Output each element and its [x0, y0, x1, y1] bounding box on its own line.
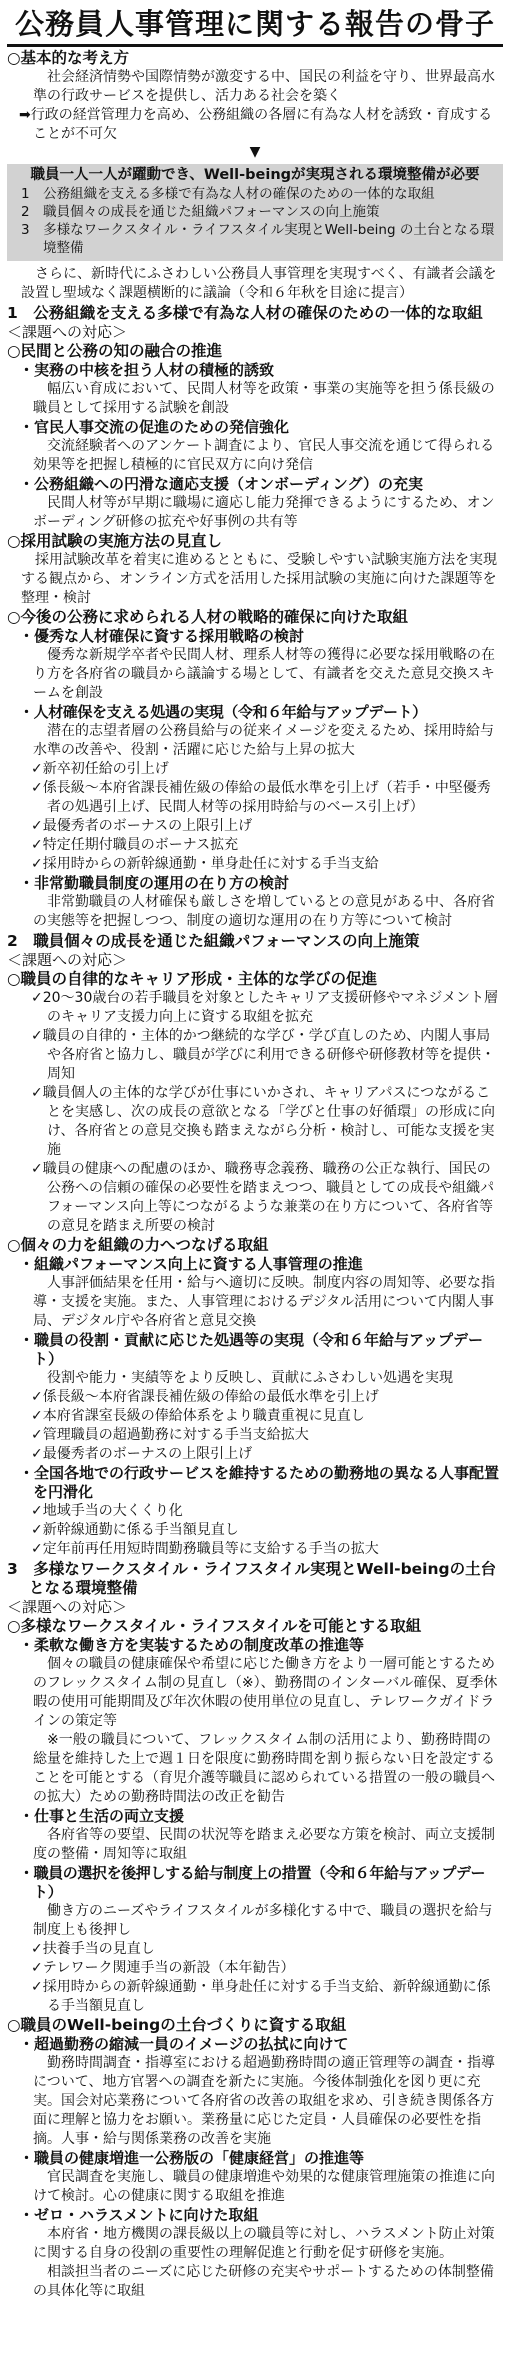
section-1-heading: 1 公務組織を支える多様で有為な人材の確保のための一体的な取組 [7, 304, 483, 322]
check-item: ✓職員個人の主体的な学びが仕事にいかされ、キャリアパスにつながることを実感し、次の成長の意欲となる「学びと仕事の好循環」の形成に向け、各府省との意見交換も踏まえながら分析・検討し、可能な支援を実施 [31, 1085, 495, 1158]
check-item: ✓テレワーク関連手当の新設（本年勧告） [31, 1960, 295, 1976]
check-item: ✓地域手当の大くくり化 [31, 1503, 183, 1519]
note-paragraph: ※一般の職員について、フレックスタイム制の活用により、勤務時間の総量を維持した上で週１日を限度に勤務時間を割り振らない日を設定することを可能とする（育児介護等職員に認められている措置の一般の職員への拡大）ための勤務時間法の改正を勧告 [33, 1732, 495, 1805]
paragraph: 非常勤職員の人材確保も厳しさを増しているとの意見がある中、各府省の実態等を把握しつつ、制度の適切な運用の在り方等について検討 [33, 894, 495, 929]
paragraph: 働き方のニーズやライフスタイルが多様化する中で、職員の選択を給与制度上も後押し [33, 1903, 493, 1938]
check-item: ✓採用時からの新幹線通勤・単身赴任に対する手当支給 [31, 856, 379, 872]
intro-paragraph: さらに、新時代にふさわしい公務員人事管理を実現すべく、有識者会議を設置し聖域なく課題横断的に議論（令和６年秋を目途に提言） [21, 266, 497, 301]
paragraph: 相談担当者のニーズに応じた研修の充実やサポートするための体制整備の具体化等に取組 [33, 2264, 494, 2299]
group-heading: ○多様なワークスタイル・ライフスタイルを可能とする取組 [7, 1617, 422, 1635]
check-item: ✓職員の健康への配慮のほか、職務専念義務、職務の公正な執行、国民の公務への信頼の確保の必要性を踏まえつつ、職員としての成長や組織パフォーマンス向上等につながるような兼業の在り方について、各府省等の意見を踏まえ所要の検討 [31, 1161, 495, 1234]
subheading: ・公務組織への円滑な適応支援（オンボーディング）の充実 [19, 475, 423, 493]
group-heading: ○職員のWell-beingの土台づくりに資する取組 [7, 2016, 347, 2034]
subheading: ・実務の中核を担う人材の積極的誘致 [19, 361, 275, 379]
paragraph: 優秀な新規学卒者や民間人材、理系人材等の獲得に必要な採用戦略の在り方を各府省の職員から議論する場として、有識者を交えた意見交換スキームを創設 [33, 647, 495, 701]
paragraph: 各府省等の要望、民間の状況等を踏まえ必要な方策を検討、両立支援制度の整備・周知等に取組 [33, 1827, 495, 1862]
check-item: ✓職員の自律的・主体的かつ継続的な学び・学び直しのため、内閣人事局や各府省と協力し、職員が学びに利用できる研修や研修教材等を提供・周知 [31, 1028, 495, 1082]
basic-heading: ○基本的な考え方 [7, 49, 130, 67]
group-heading: ○今後の公務に求められる人材の戦略的確保に向けた取組 [7, 608, 409, 626]
summary-item: 3 多様なワークスタイル・ライフスタイル実現とWell-being の土台となる環境整備 [21, 222, 495, 256]
paragraph: 個々の職員の健康確保や希望に応じた働き方をより一層可能とするためのフレックスタイム制の見直し（※）、勤務間のインターバル確保、夏季休暇の使用可能期間及び年次休暇の使用単位の見直し、テレワークガイドラインの策定等 [33, 1656, 498, 1729]
paragraph: 役割や能力・実績等をより反映し、貢献にふさわしい処遇を実現 [47, 1370, 453, 1386]
summary-item: 1 公務組織を支える多様で有為な人材の確保のための一体的な取組 [21, 186, 435, 202]
section-1-context: ＜課題への対応＞ [7, 323, 128, 341]
check-item: ✓特定任期付職員のボーナス拡充 [31, 837, 239, 853]
group-heading: ○採用試験の実施方法の見直し [7, 532, 223, 550]
group-heading: ○職員の自律的なキャリア形成・主体的な学びの促進 [7, 970, 378, 988]
paragraph: 勤務時間調査・指導室における超過勤務時間の適正管理等の調査・指導について、地方官署への調査を新たに実施。今後体制強化を図り更に充実。国会対応業務について各府省の改善の取組を求め、引き続き関係各方面に理解と協力をお願い。業務量に応じた定員・人員確保の必要性を指摘。人事・給与関係業務の改善を実施 [33, 2055, 495, 2147]
page-title: 公務員人事管理に関する報告の骨子 [7, 0, 503, 47]
paragraph: 人事評価結果を任用・給与へ適切に反映。制度内容の周知等、必要な指導・支援を実施。また、人事管理におけるデジタル活用について内閣人事局、デジタル庁や各府省と意見交換 [33, 1275, 495, 1329]
group-heading: ○個々の力を組織の力へつなげる取組 [7, 1236, 269, 1254]
check-item: ✓管理職員の超過勤務に対する手当支給拡大 [31, 1427, 309, 1443]
summary-box [7, 164, 503, 261]
check-item: ✓係長級〜本府省課長補佐級の俸給の最低水準を引上げ [31, 1389, 379, 1405]
check-item: ✓係長級〜本府省課長補佐級の俸給の最低水準を引上げ（若手・中堅優秀者の処遇引上げ、民間人材等の採用時給与のベース引上げ） [31, 780, 491, 815]
paragraph: 採用試験改革を着実に進めるとともに、受験しやすい試験実施方法を実現する観点から、オンライン方式を活用した採用試験の実施に向けた課題等を整理・検討 [21, 552, 497, 606]
subheading: ・柔軟な働き方を実装するための制度改革の推進等 [19, 1636, 365, 1654]
summary-box-title: 職員一人一人が躍動でき、Well-beingが実現される環境整備が必要 [30, 167, 480, 183]
basic-conclusion: ➡行政の経営管理力を高め、公務組織の各層に有為な人材を誘致・育成することが不可欠 [19, 107, 493, 142]
down-triangle-icon: ▼ [249, 144, 261, 160]
section-3-heading: 3 多様なワークスタイル・ライフスタイル実現とWell-beingの土台となる環境整備 [7, 1560, 497, 1597]
check-item: ✓新卒初任給の引上げ [31, 761, 169, 777]
paragraph: 潜在的志望者層の公務員給与の従来イメージを変えるため、採用時給与水準の改善や、役割・活躍に応じた給与上昇の拡大 [33, 723, 495, 758]
check-item: ✓本府省課室長級の俸給体系をより職責重視に見直し [31, 1408, 365, 1424]
check-item: ✓扶養手当の見直し [31, 1941, 155, 1957]
subheading: ・全国各地での行政サービスを維持するための勤務地の異なる人事配置を円滑化 [19, 1464, 500, 1501]
section-2-heading: 2 職員個々の成長を通じた組織パフォーマンスの向上施策 [7, 932, 420, 950]
paragraph: 交流経験者へのアンケート調査により、官民人事交流を通じて得られる効果等を把握し積極的に官民双方に向け発信 [33, 438, 495, 473]
subheading: ・非常勤職員制度の運用の在り方の検討 [19, 874, 290, 892]
subheading: ・職員の選択を後押しする給与制度上の措置（令和６年給与アップデート） [19, 1864, 486, 1901]
group-heading: ○民間と公務の知の融合の推進 [7, 342, 223, 360]
check-item: ✓最優秀者のボーナスの上限引上げ [31, 1446, 253, 1462]
subheading: ・組織パフォーマンス向上に資する人事管理の推進 [19, 1255, 363, 1273]
subheading: ・ゼロ・ハラスメントに向けた取組 [19, 2206, 259, 2224]
check-item: ✓20〜30歳台の若手職員を対象としたキャリア支援研修やマネジメント層のキャリア支援力向上に資する取組を拡充 [31, 990, 498, 1025]
check-item: ✓新幹線通勤に係る手当額見直し [31, 1522, 239, 1538]
paragraph: 幅広い育成において、民間人材等を政策・事業の実施等を担う係長級の職員として採用する試験を創設 [33, 381, 495, 416]
basic-text: 社会経済情勢や国際情勢が激変する中、国民の利益を守り、世界最高水準の行政サービスを提供し、活力ある社会を築く [33, 69, 495, 104]
section-3-context: ＜課題への対応＞ [7, 1598, 128, 1616]
paragraph: 本府省・地方機関の課長級以上の職員等に対し、ハラスメント防止対策に関する自身の役割の重要性の理解促進と行動を促す研修を実施。 [33, 2226, 495, 2261]
subheading: ・超過勤務の縮減一員のイメージの払拭に向けて [19, 2035, 349, 2053]
check-item: ✓最優秀者のボーナスの上限引上げ [31, 818, 253, 834]
section-2-context: ＜課題への対応＞ [7, 951, 128, 969]
paragraph: 民間人材等が早期に職場に適応し能力発揮できるようにするため、オンボーディング研修の拡充や好事例の共有等 [33, 495, 495, 530]
check-item: ✓定年前再任用短時間勤務職員等に支給する手当の拡大 [31, 1541, 379, 1557]
subheading: ・優秀な人材確保に資する採用戦略の検討 [19, 627, 305, 645]
subheading: ・仕事と生活の両立支援 [19, 1807, 185, 1825]
subheading: ・官民人事交流の促進のための発信強化 [19, 418, 290, 436]
subheading: ・職員の健康増進一公務版の「健康経営」の推進等 [19, 2149, 365, 2167]
summary-item: 2 職員個々の成長を通じた組織パフォーマンスの向上施策 [21, 204, 380, 220]
subheading: ・職員の役割・貢献に応じた処遇等の実現（令和６年給与アップデート） [19, 1331, 483, 1368]
subheading: ・人材確保を支える処遇の実現（令和６年給与アップデート） [19, 703, 427, 721]
paragraph: 官民調査を実施し、職員の健康増進や効果的な健康管理施策の推進に向けて検討。心の健康に関する取組を推進 [33, 2169, 495, 2204]
check-item: ✓採用時からの新幹線通勤・単身赴任に対する手当支給、新幹線通勤に係る手当額見直し [31, 1979, 491, 2014]
report-document [7, 0, 503, 2301]
